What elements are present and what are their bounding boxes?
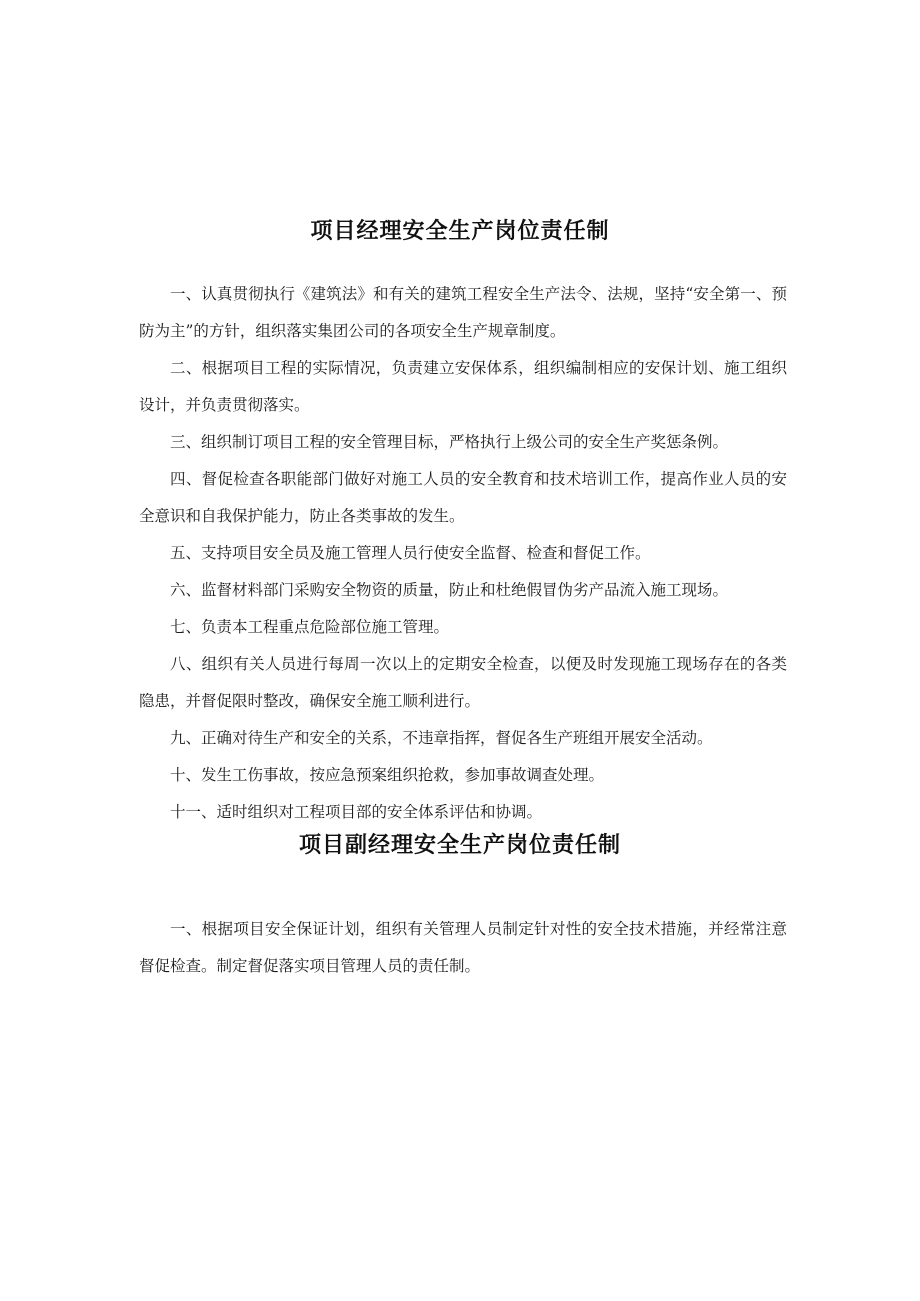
section-title-deputy-manager: 项目副经理安全生产岗位责任制 bbox=[298, 833, 621, 858]
paragraph-10: 十、发生工伤事故，按应急预案组织抢救，参加事故调查处理。 bbox=[170, 766, 605, 784]
paragraph-11: 十一、适时组织对工程项目部的安全体系评估和协调。 bbox=[170, 803, 543, 821]
paragraph-4: 四、督促检查各职能部门做好对施工人员的安全教育和技术培训工作，提高作业人员的安全意识和自我保护能力，防止各类事故的发生。 bbox=[139, 470, 787, 525]
paragraph-3: 三、组织制订项目工程的安全管理目标，严格执行上级公司的安全生产奖惩条例。 bbox=[170, 433, 729, 451]
paragraph-9: 九、正确对待生产和安全的关系，不违章指挥，督促各生产班组开展安全活动。 bbox=[170, 729, 713, 747]
paragraph-6: 六、监督材料部门采购安全物资的质量，防止和杜绝假冒伪劣产品流入施工现场。 bbox=[170, 581, 729, 599]
paragraph-1: 一、认真贯彻执行《建筑法》和有关的建筑工程安全生产法令、法规，坚持“安全第一、预防为主”的方针，组织落实集团公司的各项安全生产规章制度。 bbox=[139, 285, 787, 340]
paragraph-1: 一、根据项目安全保证计划，组织有关管理人员制定针对性的安全技术措施，并经常注意督促检查。制定督促落实项目管理人员的责任制。 bbox=[139, 920, 787, 975]
paragraph-8: 八、组织有关人员进行每周一次以上的定期安全检查，以便及时发现施工现场存在的各类隐患，并督促限时整改，确保安全施工顺利进行。 bbox=[139, 655, 787, 710]
paragraph-7: 七、负责本工程重点危险部位施工管理。 bbox=[170, 618, 450, 636]
paragraph-5: 五、支持项目安全员及施工管理人员行使安全监督、检查和督促工作。 bbox=[170, 544, 651, 562]
paragraph-2: 二、根据项目工程的实际情况，负责建立安保体系，组织编制相应的安保计划、施工组织设计，并负责贯彻落实。 bbox=[139, 359, 787, 414]
section-body-deputy-manager bbox=[139, 911, 787, 985]
section-title-project-manager: 项目经理安全生产岗位责任制 bbox=[310, 219, 610, 244]
section-body-project-manager bbox=[139, 276, 787, 831]
